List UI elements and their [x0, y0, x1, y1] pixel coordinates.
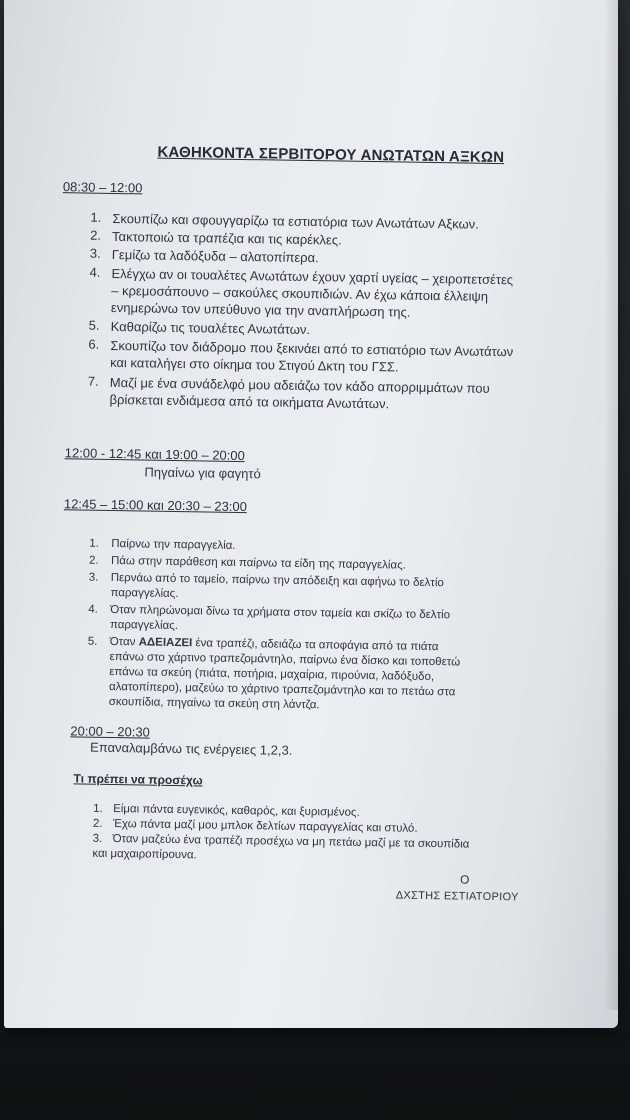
- repeat-text: Επαναλαμβάνω τις ενέργειες 1,2,3.: [89, 739, 293, 758]
- shift2-time-heading: 12:45 – 15:00 και 20:30 – 23:00: [63, 496, 248, 515]
- paper-sheet: [4, 0, 618, 1028]
- lunch-text: Πηγαίνω για φαγητό: [144, 464, 261, 482]
- document-title: ΚΑΘΗΚΟΝΤΑ ΣΕΡΒΙΤΟΡΟΥ ΑΝΩΤΑΤΩΝ ΑΞΚΩΝ: [157, 143, 505, 167]
- document-content: ΚΑΘΗΚΟΝΤΑ ΣΕΡΒΙΤΟΡΟΥ ΑΝΩΤΑΤΩΝ ΑΞΚΩΝ 08:30 – 12:00 1. Σκουπίζω και σφουγγαρίζω τα εστιατόρια των Ανωτάτων Αξκων. 2. Τακτοποιώ τα τραπέζια και τις καρέκλες. 3. Γεμίζω τα λαδόξυδα – αλατοπίπερα. 4. Ελέγχω αν οι τουαλέτες Ανωτάτων έχουν χαρτί υγείας – χειροπετσέτες – κρεμοσάπουνο – σακούλες σκουπιδιών. Αν έχω κάποια έλλειψη ενημερώνω τον υπεύθυνο για την αναπλήρωση της. 5. Καθαρίζω τις τουαλέτες Ανωτάτων. 6. Σκουπίζω τον διάδρομο που ξεκινάει από το εστιατόριο των Ανωτάτων και καταλήγει στο οίκημα του Στιγού Δκτη του ΓΣΣ. 7. Μαζί με ένα συνάδελφό μου αδειάζω τον κάδο απορριμμάτων που βρίσκεται ενδιάμεσα από τα οικήματα Ανωτάτων. 12:00 - 12:45 και 19:00 – 20:00 Πηγαίνω για φαγητό 12:45 – 15:00 και 20:30 – 23:00 1. Παίρνω την παραγγελία. 2. Πάω στην παράθεση και παίρνω τα είδη της παραγγελίας. 3. Περνάω από το ταμείο, παίρνω την απόδειξη και αφήνω το δελτίο παραγγελίας. 4. Όταν πληρώνομαι δίνω τα χρήματα στον ταμεία και σκίζω το δελτίο παραγγελίας. 5. Όταν ΑΔΕΙΑΖΕΙ ένα τραπέζι, αδειάζω τα αποφάγια από τα πιάτα επάνω στο χάρτινο τραπεζομάντηλο, παίρνω ένα δίσκο και τοποθετώ επάνω τα σκεύη (πιάτα, ποτήρια, μαχαίρια, πιρούνια, λαδόξυδο, αλατοπίπερο), μαζεύω το χάρτινο τραπεζομάντηλο και το πετάω στα σκουπίδια, πηγαίνω τα σκεύη στη λάντζα. 20:00 – 20:30 Επαναλαμβάνω τις ενέργειες 1,2,3. Τι πρέπει να προσέχω 1. Είμαι πάντα ευγενικός, καθαρός, και ξυρισμένος. 2. Έχω πάντα μαζί μου μπλοκ δελτίων παραγγελίας και στυλό. 3. Όταν μαζεύω ένα τραπέζι προσέχω να μη πετάω μαζί με τα σκουπίδια και μαχαιροπίρουνα. Ο ΔΧΣΤΗΣ ΕΣΤΙΑΤΟΡΙΟΥ: [0, 0, 626, 1033]
- signature-role: ΔΧΣΤΗΣ ΕΣΤΙΑΤΟΡΙΟΥ: [395, 889, 519, 904]
- signature-article: Ο: [459, 872, 470, 887]
- shift1-time-heading: 08:30 – 12:00: [62, 179, 143, 196]
- emphasis-text: ΑΔΕΙΑΖΕΙ: [138, 636, 193, 650]
- lunch-time-heading: 12:00 - 12:45 και 19:00 – 20:00: [64, 445, 245, 464]
- repeat-time-heading: 20:00 – 20:30: [70, 723, 150, 740]
- attention-heading: Τι πρέπει να προσέχω: [73, 771, 203, 788]
